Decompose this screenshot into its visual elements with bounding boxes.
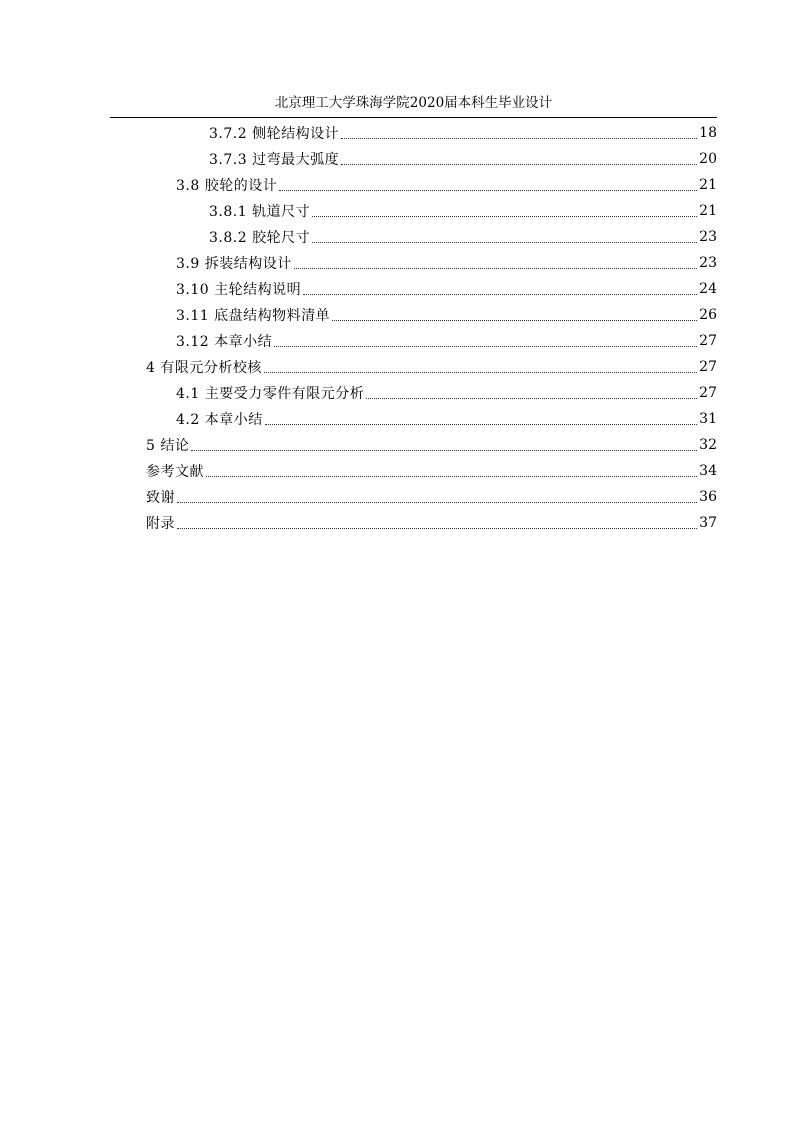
toc-entry-title: 3.9 拆装结构设计 [176,256,292,272]
toc-dot-leader [177,528,697,529]
toc-entry-title: 3.7.3 过弯最大弧度 [209,152,340,168]
toc-entry-page: 27 [699,385,717,401]
toc-entry-page: 32 [699,437,717,453]
toc-entry-page: 27 [699,333,717,349]
toc-dot-leader [312,242,697,243]
toc-entry-page: 18 [699,125,717,141]
toc-dot-leader [279,190,697,191]
toc-entry-page: 23 [699,255,717,271]
toc-dot-leader [294,268,697,269]
toc-dot-leader [177,502,697,503]
toc-entry-page: 34 [699,463,717,479]
toc-entry-page: 21 [699,203,717,219]
toc-entry-page: 20 [699,151,717,167]
toc-dot-leader [332,320,697,321]
toc-entry-title: 3.8.2 胶轮尺寸 [209,230,311,246]
toc-entry-title: 4.2 本章小结 [176,412,263,428]
toc-entry-title: 4 有限元分析校核 [146,360,262,376]
toc-entry-5[interactable] [146,432,717,458]
toc-entry-4-2[interactable] [146,406,717,432]
toc-entry-3-7-2[interactable] [146,120,717,146]
toc-entry-title: 4.1 主要受力零件有限元分析 [176,386,365,402]
toc-entry-4-1[interactable] [146,380,717,406]
toc-dot-leader [341,138,697,139]
toc-entry-3-12[interactable] [146,328,717,354]
toc-entry-3-9[interactable] [146,250,717,276]
toc-entry-title: 3.12 本章小结 [176,334,273,350]
toc-entry-page: 27 [699,359,717,375]
toc-entry-3-8[interactable] [146,172,717,198]
toc-entry-references[interactable] [146,458,717,484]
toc-entry-appendix[interactable] [146,510,717,536]
toc-dot-leader [264,372,697,373]
toc-entry-title: 3.10 主轮结构说明 [176,282,302,298]
toc-entry-3-7-3[interactable] [146,146,717,172]
toc-dot-leader [303,294,697,295]
toc-entry-title: 3.8.1 轨道尺寸 [209,204,311,220]
toc-entry-title: 3.11 底盘结构物料清单 [176,308,331,324]
toc-entry-title: 3.8 胶轮的设计 [176,178,278,194]
header-divider [110,117,717,118]
toc-entry-page: 26 [699,307,717,323]
toc-dot-leader [191,450,697,451]
toc-entry-4[interactable] [146,354,717,380]
toc-entry-title: 3.7.2 侧轮结构设计 [209,126,340,142]
toc-entry-title: 致谢 [146,490,175,506]
toc-entry-page: 31 [699,411,717,427]
toc-entry-page: 24 [699,281,717,297]
toc-dot-leader [206,476,697,477]
toc-entry-3-8-2[interactable] [146,224,717,250]
toc-entry-page: 36 [699,489,717,505]
page-header-title: 北京理工大学珠海学院2020届本科生毕业设计 [274,95,553,111]
toc-dot-leader [312,216,697,217]
toc-entry-acknowledgements[interactable] [146,484,717,510]
toc-dot-leader [366,398,697,399]
toc-entry-3-11[interactable] [146,302,717,328]
table-of-contents [146,120,717,536]
toc-dot-leader [265,424,697,425]
toc-entry-page: 21 [699,177,717,193]
toc-dot-leader [274,346,697,347]
toc-entry-3-8-1[interactable] [146,198,717,224]
toc-entry-page: 37 [699,515,717,531]
toc-entry-title: 5 结论 [146,438,190,454]
toc-entry-title: 参考文献 [146,464,204,480]
toc-entry-page: 23 [699,229,717,245]
toc-entry-title: 附录 [146,516,175,532]
toc-entry-3-10[interactable] [146,276,717,302]
toc-dot-leader [341,164,697,165]
